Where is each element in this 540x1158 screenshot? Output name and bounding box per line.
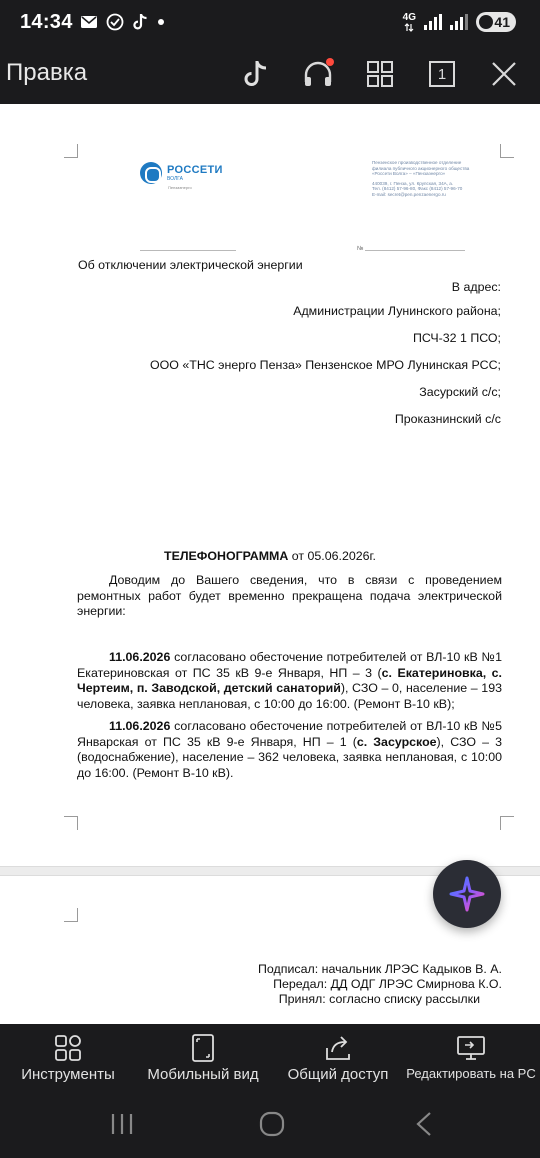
- share-label: Общий доступ: [287, 1066, 389, 1083]
- tiktok-icon: [243, 59, 269, 89]
- battery-saver-icon: [479, 15, 493, 29]
- telephonogram-title: ТЕЛЕФОНОГРАММА: [164, 549, 289, 563]
- share-button[interactable]: [278, 1024, 398, 1090]
- outage-paragraph-2: [77, 719, 502, 781]
- rosseti-logo-icon: [140, 162, 162, 184]
- sparkle-icon: [448, 875, 486, 913]
- org-line: 440039, г. Пенза, ул. Крупская, 34А, а.: [372, 180, 454, 186]
- edit-on-pc-icon: [456, 1034, 486, 1062]
- mobile-view-label: Мобильный вид: [147, 1066, 259, 1083]
- mobile-view-icon: [191, 1033, 215, 1063]
- logo-sub: ВОЛГА: [167, 175, 183, 182]
- edit-on-pc-label: Редактировать на PC: [406, 1066, 536, 1081]
- bottom-toolbar: [0, 1024, 540, 1090]
- logo-tag: Пензаэнерго: [168, 185, 192, 190]
- outage-date: 11.06.2026: [109, 650, 171, 664]
- page-corner: [500, 144, 514, 158]
- dot-icon: [156, 17, 166, 27]
- recent-apps-icon: [109, 1112, 135, 1136]
- outage-date: 11.06.2026: [109, 719, 171, 733]
- page-corner: [64, 908, 78, 922]
- outage-text: ), СЗО – 3 (водоснабжение), население – 362 человека, заявка неплановая, с 10:00 до 16:00. (Ремонт В-10 кВ).: [77, 734, 502, 780]
- outage-paragraph-1: [77, 650, 502, 712]
- outage-text: ), СЗО – 0, население – 193 человека, заявка неплановая, с 10:00 до 16:00. (Ремонт В-10 кВ);: [77, 681, 502, 711]
- signature-line: Передал: ДД ОДГ ЛРЭС Смирнова К.О.: [273, 977, 502, 991]
- org-line: Пензенское производственное отделение: [372, 160, 462, 165]
- back-button[interactable]: [404, 1104, 444, 1144]
- signature-line: Принял: согласно списку рассылки: [278, 992, 480, 1006]
- back-icon: [413, 1111, 435, 1137]
- signal-icon: [424, 14, 442, 30]
- recent-apps-button[interactable]: [102, 1104, 142, 1144]
- grid-icon: [366, 60, 394, 88]
- edit-on-pc-button[interactable]: [404, 1024, 538, 1090]
- check-circle-icon: [106, 13, 124, 31]
- notification-dot: [326, 58, 334, 66]
- date-field-line: [140, 250, 236, 251]
- document-viewer[interactable]: [0, 104, 540, 1024]
- outage-places: с. Екатериновка, с. Чертеим, п. Заводской, детский санаторий: [77, 665, 502, 696]
- org-requisites: [372, 160, 500, 198]
- number-field-line: [365, 250, 465, 251]
- page-corner: [64, 144, 78, 158]
- ai-assistant-button[interactable]: [433, 860, 501, 928]
- addressee-item: Проказнинский с/с: [394, 412, 501, 426]
- close-button[interactable]: [484, 54, 524, 94]
- addressee-item: Засурский с/с;: [419, 385, 501, 399]
- addressee-item: ПСЧ-32 1 ПСО;: [412, 331, 501, 345]
- org-line: «Россети Волга» – «Пензаэнерго»: [372, 171, 446, 177]
- tools-icon: [54, 1034, 82, 1062]
- logo-name: РОССЕТИ: [167, 163, 223, 176]
- telephonogram-heading: [0, 549, 540, 563]
- home-icon: [258, 1110, 286, 1138]
- outage-text: согласовано обесточение потребителей от ВЛ-10 кВ №5 Январская от ПС 35 кВ 9-е Января, НП – 1 (: [77, 719, 502, 749]
- grid-button[interactable]: [360, 54, 400, 94]
- status-time: 14:34: [20, 11, 73, 33]
- signature-line: Подписал: начальник ЛРЭС Кадыков В. А.: [258, 962, 502, 976]
- org-line: Тел. (8412) 57-96-80, Факс (8412) 57-96-70: [372, 186, 463, 192]
- page-count-icon: [429, 61, 455, 87]
- close-icon: [491, 61, 517, 87]
- share-icon: [323, 1034, 353, 1062]
- edit-title[interactable]: Правка: [6, 59, 88, 86]
- rosseti-logo: [140, 162, 223, 190]
- tiktok-notification-icon: [132, 13, 148, 31]
- page-corner: [500, 816, 514, 830]
- audio-button[interactable]: [298, 54, 338, 94]
- status-bar: [0, 0, 540, 46]
- notification-icons: [80, 13, 166, 31]
- outage-text: согласовано обесточение потребителей от ВЛ-10 кВ №1 Екатериновская от ПС 35 кВ 9-е Января, НП – 3 (: [77, 650, 502, 680]
- addressee-item: Администрации Лунинского района;: [293, 304, 501, 318]
- letter-subject: Об отключении электрической энергии: [78, 258, 303, 272]
- tools-button[interactable]: [8, 1024, 128, 1090]
- page-corner: [64, 816, 78, 830]
- addressee-header: В адрес:: [451, 280, 501, 294]
- org-line: E-mail: secret@pen.penzaenergo.ru: [372, 191, 446, 197]
- addressee-item: ООО «ТНС энерго Пенза» Пензенское МРО Лунинская РСС;: [150, 358, 501, 372]
- battery-level: 41: [494, 14, 510, 30]
- system-nav-bar: [0, 1090, 540, 1158]
- network-type: 4G: [402, 11, 416, 23]
- org-line: филиала публичного акционерного общества: [372, 165, 470, 171]
- system-icons: [403, 12, 516, 32]
- outage-places: с. Засурское: [356, 734, 437, 749]
- battery-indicator: [476, 12, 516, 32]
- intro-paragraph: Доводим до Вашего сведения, что в связи с проведением ремонтных работ будет временно прекращена подача электрической энергии:: [77, 573, 502, 619]
- mail-icon: [80, 15, 98, 29]
- page-count-button[interactable]: [422, 54, 462, 94]
- telephonogram-date: от 05.06.2026г.: [288, 549, 376, 563]
- app-toolbar: [0, 46, 540, 104]
- tools-label: Инструменты: [21, 1066, 115, 1083]
- data-arrows-icon: [404, 23, 414, 32]
- network-indicator: [403, 13, 416, 32]
- mobile-view-button[interactable]: [138, 1024, 268, 1090]
- page-count: 1: [437, 65, 447, 83]
- signal-icon-2: [450, 14, 468, 30]
- tiktok-button[interactable]: [236, 54, 276, 94]
- home-button[interactable]: [252, 1104, 292, 1144]
- number-label: №: [357, 246, 364, 252]
